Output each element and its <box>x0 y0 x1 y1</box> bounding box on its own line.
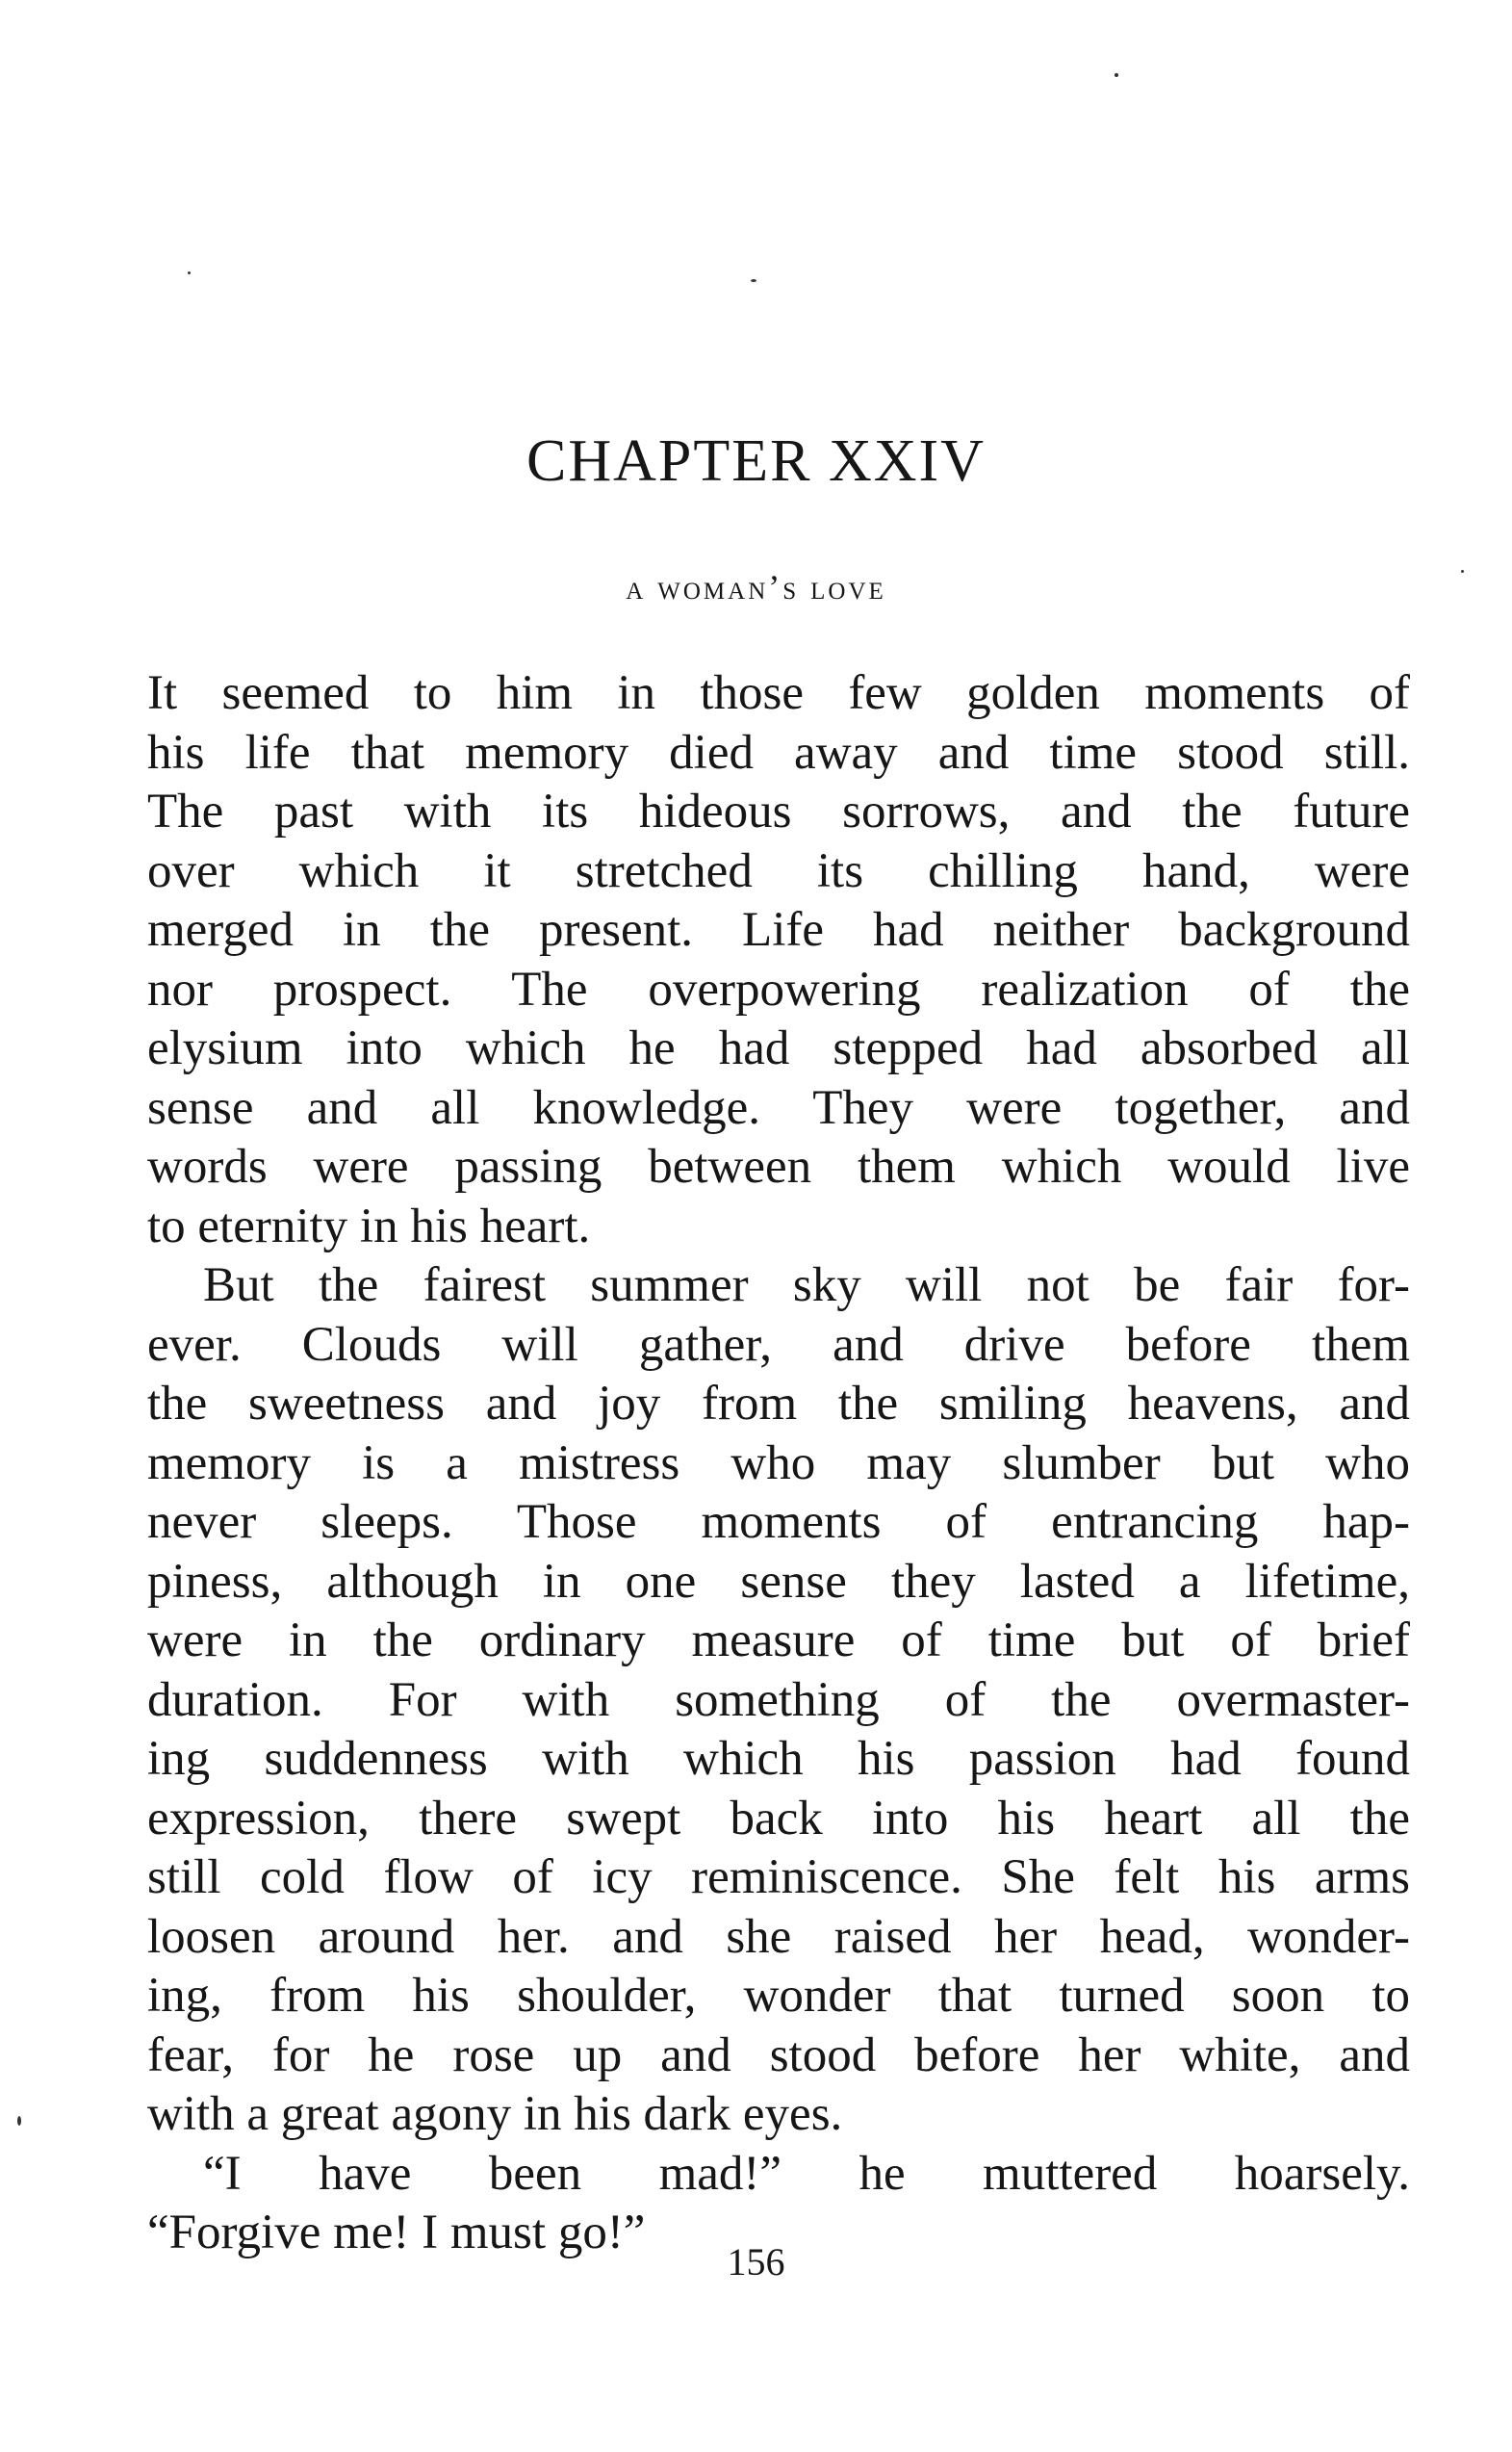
text-line: The past with its hideous sorrows, and the future <box>147 785 1410 839</box>
text-line: ing suddenness with which his passion had found <box>147 1732 1410 1786</box>
text-line: his life that memory died away and time stood still. <box>147 725 1410 780</box>
ink-speck <box>188 271 191 274</box>
text-line: the sweetness and joy from the smiling heavens, and <box>147 1377 1410 1431</box>
text-line: elysium into which he had stepped had absorbed all <box>147 1021 1410 1075</box>
text-line: merged in the present. Life had neither background <box>147 903 1410 957</box>
text-line: “I have been mad!” he muttered hoarsely. <box>203 2146 1410 2201</box>
text-line: nor prospect. The overpowering realization of the <box>147 962 1410 1017</box>
text-line: were in the ordinary measure of time but of brief <box>147 1613 1410 1667</box>
text-line: It seemed to him in those few golden moments of <box>147 666 1410 720</box>
text-line: sense and all knowledge. They were together, and <box>147 1080 1410 1135</box>
text-line: fear, for he rose up and stood before her white, and <box>147 2027 1410 2082</box>
ink-speck <box>17 2116 21 2126</box>
text-line: memory is a mistress who may slumber but who <box>147 1435 1410 1490</box>
text-line: loosen around her. and she raised her head, wonder- <box>147 1909 1410 1964</box>
text-line: piness, although in one sense they lasted a lifetime, <box>147 1554 1410 1609</box>
text-line: still cold flow of icy reminiscence. She felt his arms <box>147 1850 1410 1904</box>
ink-speck <box>1115 73 1118 77</box>
text-line: words were passing between them which would live <box>147 1140 1410 1194</box>
chapter-subtitle: a woman’s love <box>626 568 886 607</box>
text-line: “Forgive me! I must go!” <box>147 2206 646 2259</box>
ink-speck <box>751 279 756 282</box>
text-line: ever. Clouds will gather, and drive before them <box>147 1317 1410 1372</box>
text-line: duration. For with something of the overmaster- <box>147 1672 1410 1727</box>
text-line: But the fairest summer sky will not be fair for- <box>203 1258 1410 1312</box>
text-line: expression, there swept back into his heart all the <box>147 1791 1410 1845</box>
body-text <box>147 664 1410 2263</box>
text-line: never sleeps. Those moments of entrancing hap- <box>147 1495 1410 1549</box>
text-line: over which it stretched its chilling hand, were <box>147 843 1410 898</box>
page-number: 156 <box>727 2240 785 2284</box>
text-line: with a great agony in his dark eyes. <box>147 2087 843 2141</box>
text-line: to eternity in his heart. <box>147 1199 591 1253</box>
chapter-title: CHAPTER XXIV <box>526 428 986 494</box>
text-line: ing, from his shoulder, wonder that turned soon to <box>147 1969 1410 2023</box>
